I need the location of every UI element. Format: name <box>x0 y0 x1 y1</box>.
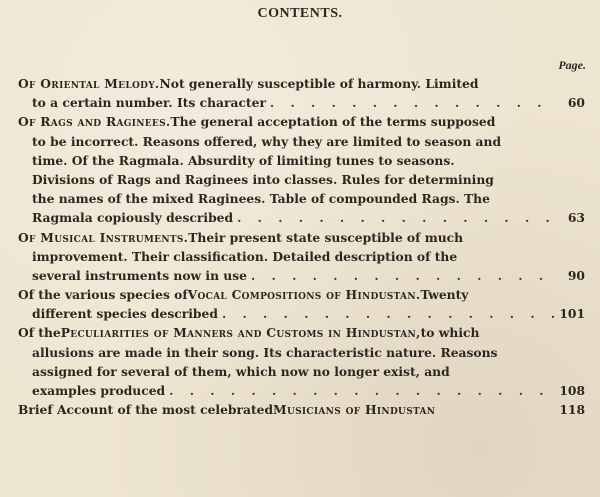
entry-text: The general acceptation of the terms supposed <box>170 114 496 130</box>
dot-leader <box>237 208 555 227</box>
dot-leader <box>251 266 555 285</box>
entry-heading: Peculiarities of Manners and Customs in Hindustan, <box>60 325 421 341</box>
entry-text: Not generally susceptible of harmony. Limited <box>159 76 479 91</box>
entry-line <box>18 170 585 189</box>
entry-text: Brief Account of the most celebrated <box>18 402 274 418</box>
entry-text: examples produced <box>32 383 166 398</box>
entry-text: the names of the mixed Raginees. Table of compounded Rags. The <box>32 191 490 207</box>
entry-text: assigned for several of them, which now no longer exist, and <box>32 363 450 379</box>
entry-line <box>18 323 585 342</box>
dot-leader <box>169 381 555 400</box>
contents-entry-musical-instruments <box>18 228 585 286</box>
dot-leader <box>270 93 555 112</box>
entry-text: Their present state susceptible of much <box>188 229 464 245</box>
contents-entry-musicians <box>18 400 585 419</box>
page-number: 101 <box>559 306 585 322</box>
entry-text: time. Of the Ragmala. Absurdity of limiting tunes to seasons. <box>32 152 455 168</box>
dot-leader <box>222 304 555 323</box>
entry-line <box>18 132 585 151</box>
entry-heading: Of Oriental Melody. <box>18 76 160 91</box>
contents-entry-vocal-compositions <box>18 285 585 323</box>
contents-entry-rags-and-raginees <box>18 112 585 227</box>
entry-text: Ragmala copiously described <box>32 210 234 226</box>
page-number: 90 <box>567 267 585 283</box>
page-number: 118 <box>559 402 585 418</box>
entry-line <box>18 208 585 227</box>
entry-text: to be incorrect. Reasons offered, why they are limited to season and <box>32 133 502 149</box>
entry-heading: Of Rags and Raginees. <box>18 114 171 130</box>
entry-text: allusions are made in their song. Its characteristic nature. Reasons <box>32 344 498 360</box>
entry-heading: Vocal Compositions of Hindustan. <box>187 287 421 303</box>
entry-text: Divisions of Rags and Raginees into classes. Rules for determining <box>32 171 494 187</box>
entry-text: to a certain number. Its character <box>32 95 266 111</box>
entry-text: Twenty <box>420 287 469 303</box>
entry-text: improvement. Their classification. Detailed description of the <box>32 248 458 264</box>
entry-line <box>18 381 585 400</box>
entry-line <box>18 228 585 247</box>
entry-text: to which <box>420 325 480 341</box>
page-column-header: Page. <box>558 58 586 72</box>
entry-heading: Of Musical Instruments. <box>18 229 189 245</box>
page-number: 60 <box>567 95 585 111</box>
entry-line <box>18 400 585 419</box>
entry-line <box>18 74 585 93</box>
entry-line <box>18 285 585 304</box>
entry-line <box>18 112 585 131</box>
contents-entry-peculiarities <box>18 323 585 400</box>
contents-list <box>18 74 585 419</box>
entry-line <box>18 266 585 285</box>
page-number: 63 <box>567 210 585 226</box>
entry-text: different species described <box>32 306 218 322</box>
entry-heading: Musicians of Hindustan <box>273 402 436 418</box>
entry-line <box>18 151 585 170</box>
entry-line <box>18 304 585 323</box>
entry-line <box>18 93 585 112</box>
entry-text: Of the <box>18 325 61 341</box>
entry-text: Of the various species of <box>18 287 188 303</box>
entry-line <box>18 247 585 266</box>
entry-line <box>18 362 585 381</box>
page-title: CONTENTS. <box>257 6 343 21</box>
entry-line <box>18 343 585 362</box>
entry-text: several instruments now in use <box>32 267 247 283</box>
entry-line <box>18 189 585 208</box>
page-number: 108 <box>559 383 585 398</box>
contents-entry-oriental-melody <box>18 74 585 112</box>
